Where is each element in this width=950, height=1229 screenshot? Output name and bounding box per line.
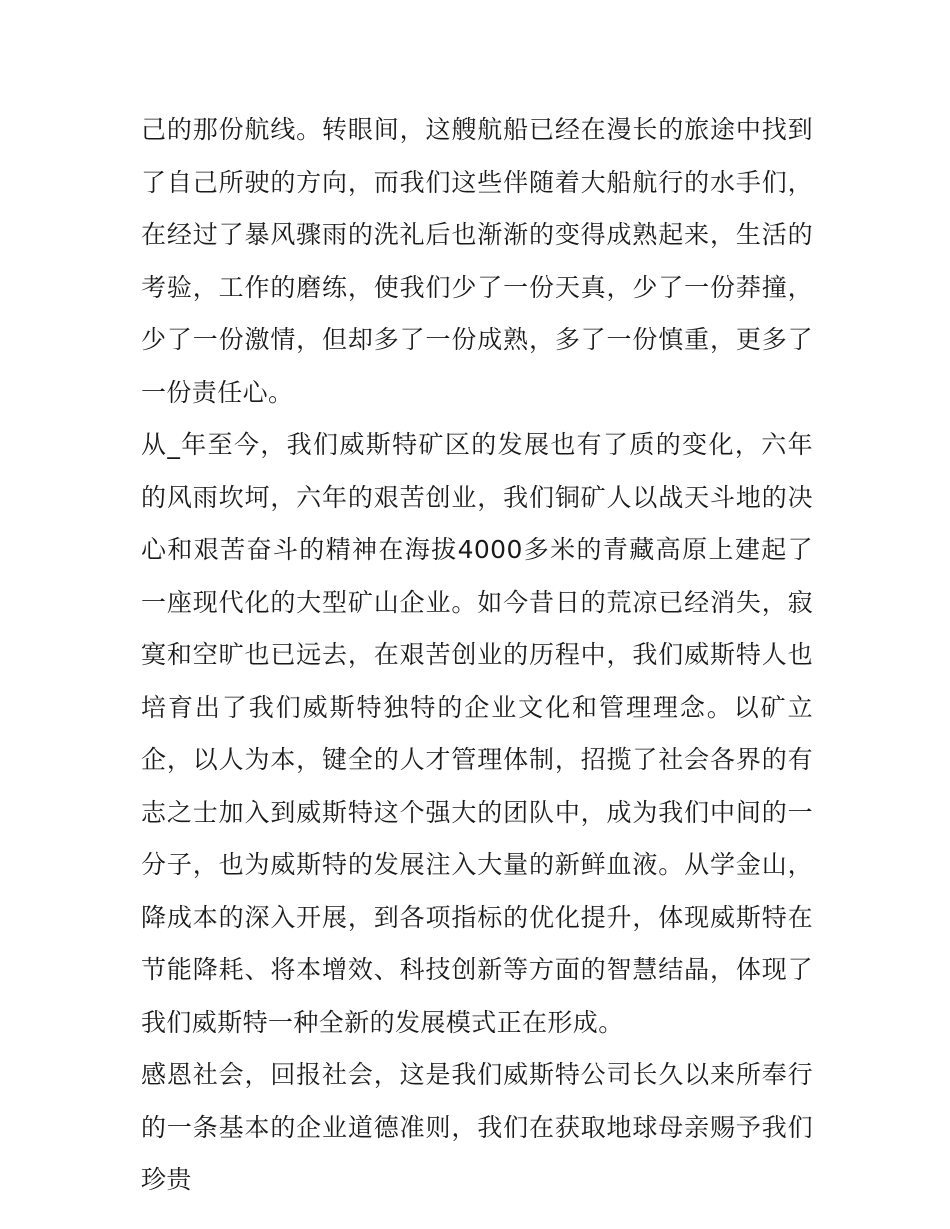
paragraph-3: 感恩社会，回报社会，这是我们威斯特公司长久以来所奉行的一条基本的企业道德准则，我们在获取地球母亲赐予我们珍贵 [141,1060,813,1194]
paragraph-2: 从_年至今，我们威斯特矿区的发展也有了质的变化，六年的风雨坎坷，六年的艰苦创业，我们铜矿人以战天斗地的决心和艰苦奋斗的精神在海拔4000多米的青藏高原上建起了一座现代化的大型矿山企业。如今昔日的荒凉已经消失，寂寞和空旷也已远去，在艰苦创业的历程中，我们威斯特人也培育出了我们威斯特独特的企业文化和管理理念。以矿立企，以人为本，键全的人才管理体制，招揽了社会各界的有志之士加入到威斯特这个强大的团队中，成为我们中间的一分子，也为威斯特的发展注入大量的新鲜血液。从学金山，降成本的深入开展，到各项指标的优化提升，体现威斯特在节能降耗、将本增效、科技创新等方面的智慧结晶，体现了我们威斯特一种全新的发展模式正在形成。 [141,430,813,1037]
body-text [141,104,813,1207]
paragraph-1: 己的那份航线。转眼间，这艘航船已经在漫长的旅途中找到了自己所驶的方向，而我们这些伴随着大船航行的水手们，在经过了暴风骤雨的洗礼后也渐渐的变得成熟起来，生活的考验，工作的磨练，使我们少了一份天真，少了一份莽撞，少了一份激情，但却多了一份成熟，多了一份慎重，更多了一份责任心。 [141,115,813,407]
